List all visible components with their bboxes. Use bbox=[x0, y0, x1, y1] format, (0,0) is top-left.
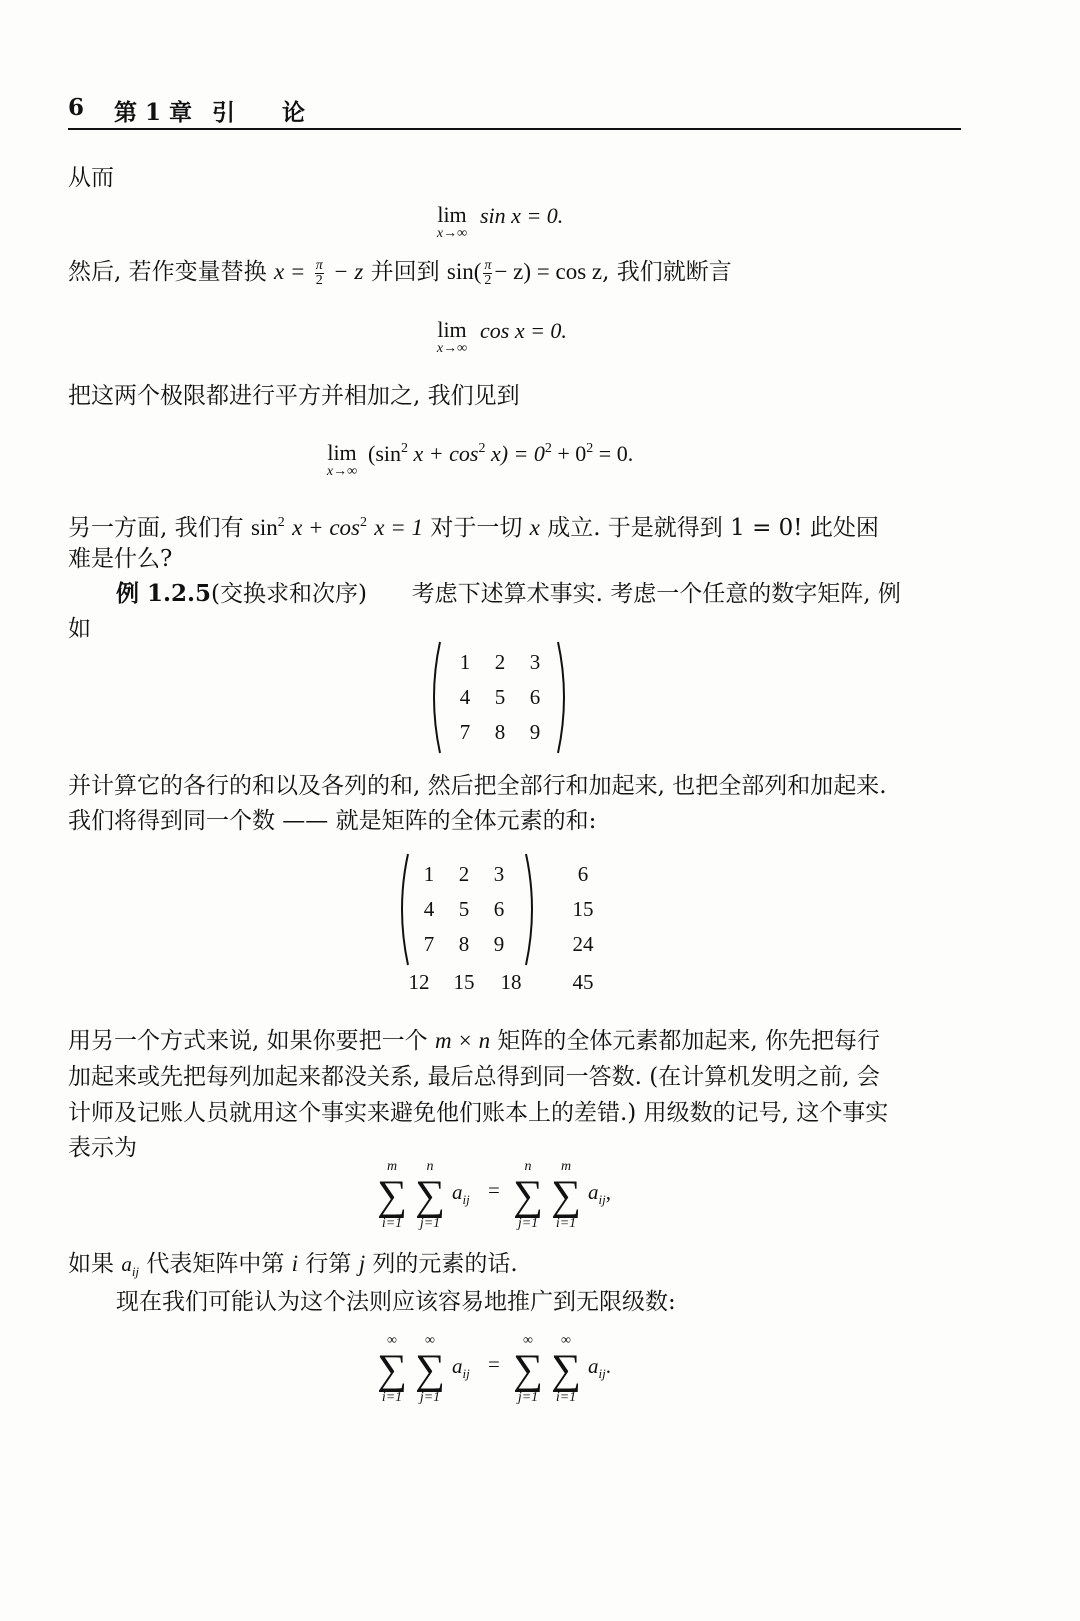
text-line-7: 如 bbox=[68, 616, 91, 642]
matrix-cell: 6 bbox=[529, 685, 541, 709]
example-title: (交换求和次序) bbox=[211, 581, 367, 607]
matrix-3x3 bbox=[428, 640, 578, 755]
matrix-cell: 4 bbox=[423, 897, 435, 921]
text-line-13: 表示为 bbox=[68, 1135, 137, 1161]
eq1-body: sin x = 0. bbox=[480, 203, 564, 228]
matrix-cell: 4 bbox=[459, 685, 471, 709]
text-line-2: 然后, 若作变量替换 x = $\frac{\pi}{2}$ − z 并回到 sin( $\frac{\pi}{2}$ − z) = cos z, 我们就断言 bbox=[68, 257, 732, 288]
matrix-cell: 3 bbox=[493, 862, 505, 886]
text-line-15: 现在我们可能认为这个法则应该容易地推广到无限级数: bbox=[116, 1289, 676, 1315]
total-sum: 45 bbox=[572, 970, 594, 994]
text-line-5: 难是什么? bbox=[68, 546, 173, 572]
lim-operator-2: lim x→∞ bbox=[436, 317, 468, 356]
term-aij-inf: $a_{ij}$ bbox=[452, 1354, 470, 1382]
text-line-10: 用另一个方式来说, 如果你要把一个 m × n 矩阵的全体元素都加起来, 你先把每行 bbox=[68, 1028, 881, 1054]
example-label: 例 1.2.5 bbox=[116, 580, 212, 607]
fraction-pi-over-2: $\frac{\pi}{2}$ bbox=[315, 257, 323, 288]
chapter-title-part-1: 引 bbox=[212, 99, 235, 126]
matrix-cell: 7 bbox=[459, 720, 471, 744]
equals-sign-inf: = bbox=[488, 1352, 500, 1376]
example-heading-line: 例 1.2.5(交换求和次序) 考虑下述算术事实. 考虑一个任意的数字矩阵, 例 bbox=[116, 580, 901, 607]
sigma-j: n ∑ j=1 bbox=[415, 1159, 445, 1231]
column-sum: 15 bbox=[453, 970, 475, 994]
matrix-cell: 8 bbox=[458, 932, 470, 956]
fraction-pi-over-2-b: $\frac{\pi}{2}$ bbox=[484, 257, 492, 288]
matrix-cell: 2 bbox=[494, 650, 506, 674]
lim-operator-3: lim x→∞ bbox=[326, 440, 358, 479]
sigma-i: m ∑ i=1 bbox=[377, 1159, 407, 1231]
column-sum: 18 bbox=[500, 970, 522, 994]
term-aij: $a_{ij}$ bbox=[452, 1180, 470, 1208]
sigma-i-inf-2: ∞ ∑ i=1 bbox=[551, 1333, 581, 1405]
equals-sign: = bbox=[488, 1178, 500, 1202]
running-header bbox=[68, 92, 961, 130]
row-sum: 15 bbox=[572, 897, 594, 921]
left-paren-icon bbox=[428, 640, 442, 755]
sigma-i-inf: ∞ ∑ i=1 bbox=[377, 1333, 407, 1405]
term-aij-2: $a_{ij}$, bbox=[588, 1180, 611, 1208]
text-line-8: 并计算它的各行的和以及各列的和, 然后把全部行和加起来, 也把全部列和加起来. bbox=[68, 773, 887, 799]
matrix-cell: 5 bbox=[494, 685, 506, 709]
sigma-i-2: m ∑ i=1 bbox=[551, 1159, 581, 1231]
eq3-body: ($\sin^2$ $x + \cos^2 x) = 0^2 + 0^2 = 0$. bbox=[368, 441, 634, 466]
sigma-j-inf: ∞ ∑ j=1 bbox=[415, 1333, 445, 1405]
matrix-with-sums bbox=[396, 852, 616, 1002]
matrix-cell: 9 bbox=[493, 932, 505, 956]
row-sum: 6 bbox=[577, 862, 589, 886]
left-paren-icon bbox=[396, 852, 410, 967]
matrix-cell: 2 bbox=[458, 862, 470, 886]
matrix-cell: 8 bbox=[494, 720, 506, 744]
right-paren-icon bbox=[556, 640, 570, 755]
text-line-11: 加起来或先把每列加起来都没关系, 最后总得到同一答数. (在计算机发明之前, 会 bbox=[68, 1064, 880, 1090]
row-sum: 24 bbox=[572, 932, 594, 956]
term-aij-inf-2: $a_{ij}$. bbox=[588, 1354, 611, 1382]
lim-operator: lim x→∞ bbox=[436, 202, 468, 241]
text-line-14: 如果 $a_{ij}$ 代表矩阵中第 i 行第 j 列的元素的话. bbox=[68, 1251, 518, 1280]
text-line-3: 把这两个极限都进行平方并相加之, 我们见到 bbox=[68, 383, 520, 409]
matrix-cell: 1 bbox=[459, 650, 471, 674]
chapter-label: 第 1 章 bbox=[114, 99, 193, 126]
text-line-12: 计师及记账人员就用这个事实来避免他们账本上的差错.) 用级数的记号, 这个事实 bbox=[68, 1100, 889, 1126]
text-line-1: 从而 bbox=[68, 165, 114, 191]
matrix-cell: 3 bbox=[529, 650, 541, 674]
matrix-cell: 9 bbox=[529, 720, 541, 744]
column-sum: 12 bbox=[408, 970, 430, 994]
right-paren-icon bbox=[524, 852, 538, 967]
matrix-cell: 1 bbox=[423, 862, 435, 886]
equation-finite-double-sum bbox=[374, 1160, 674, 1236]
equation-infinite-double-sum bbox=[374, 1334, 674, 1410]
eq2-body: cos x = 0. bbox=[480, 318, 567, 343]
page-number: 6 bbox=[68, 94, 85, 121]
matrix-cell: 6 bbox=[493, 897, 505, 921]
text-line-4: 另一方面, 我们有 $\sin^2 x + \cos^2 x = 1$ 对于一切 x 成立. 于是就得到 1 = 0! 此处困 bbox=[68, 515, 879, 541]
sigma-j-2: n ∑ j=1 bbox=[513, 1159, 543, 1231]
matrix-cell: 5 bbox=[458, 897, 470, 921]
sigma-j-inf-2: ∞ ∑ j=1 bbox=[513, 1333, 543, 1405]
text-line-9: 我们将得到同一个数 —— 就是矩阵的全体元素的和: bbox=[68, 808, 597, 834]
chapter-title-part-2: 论 bbox=[282, 99, 305, 126]
matrix-cell: 7 bbox=[423, 932, 435, 956]
